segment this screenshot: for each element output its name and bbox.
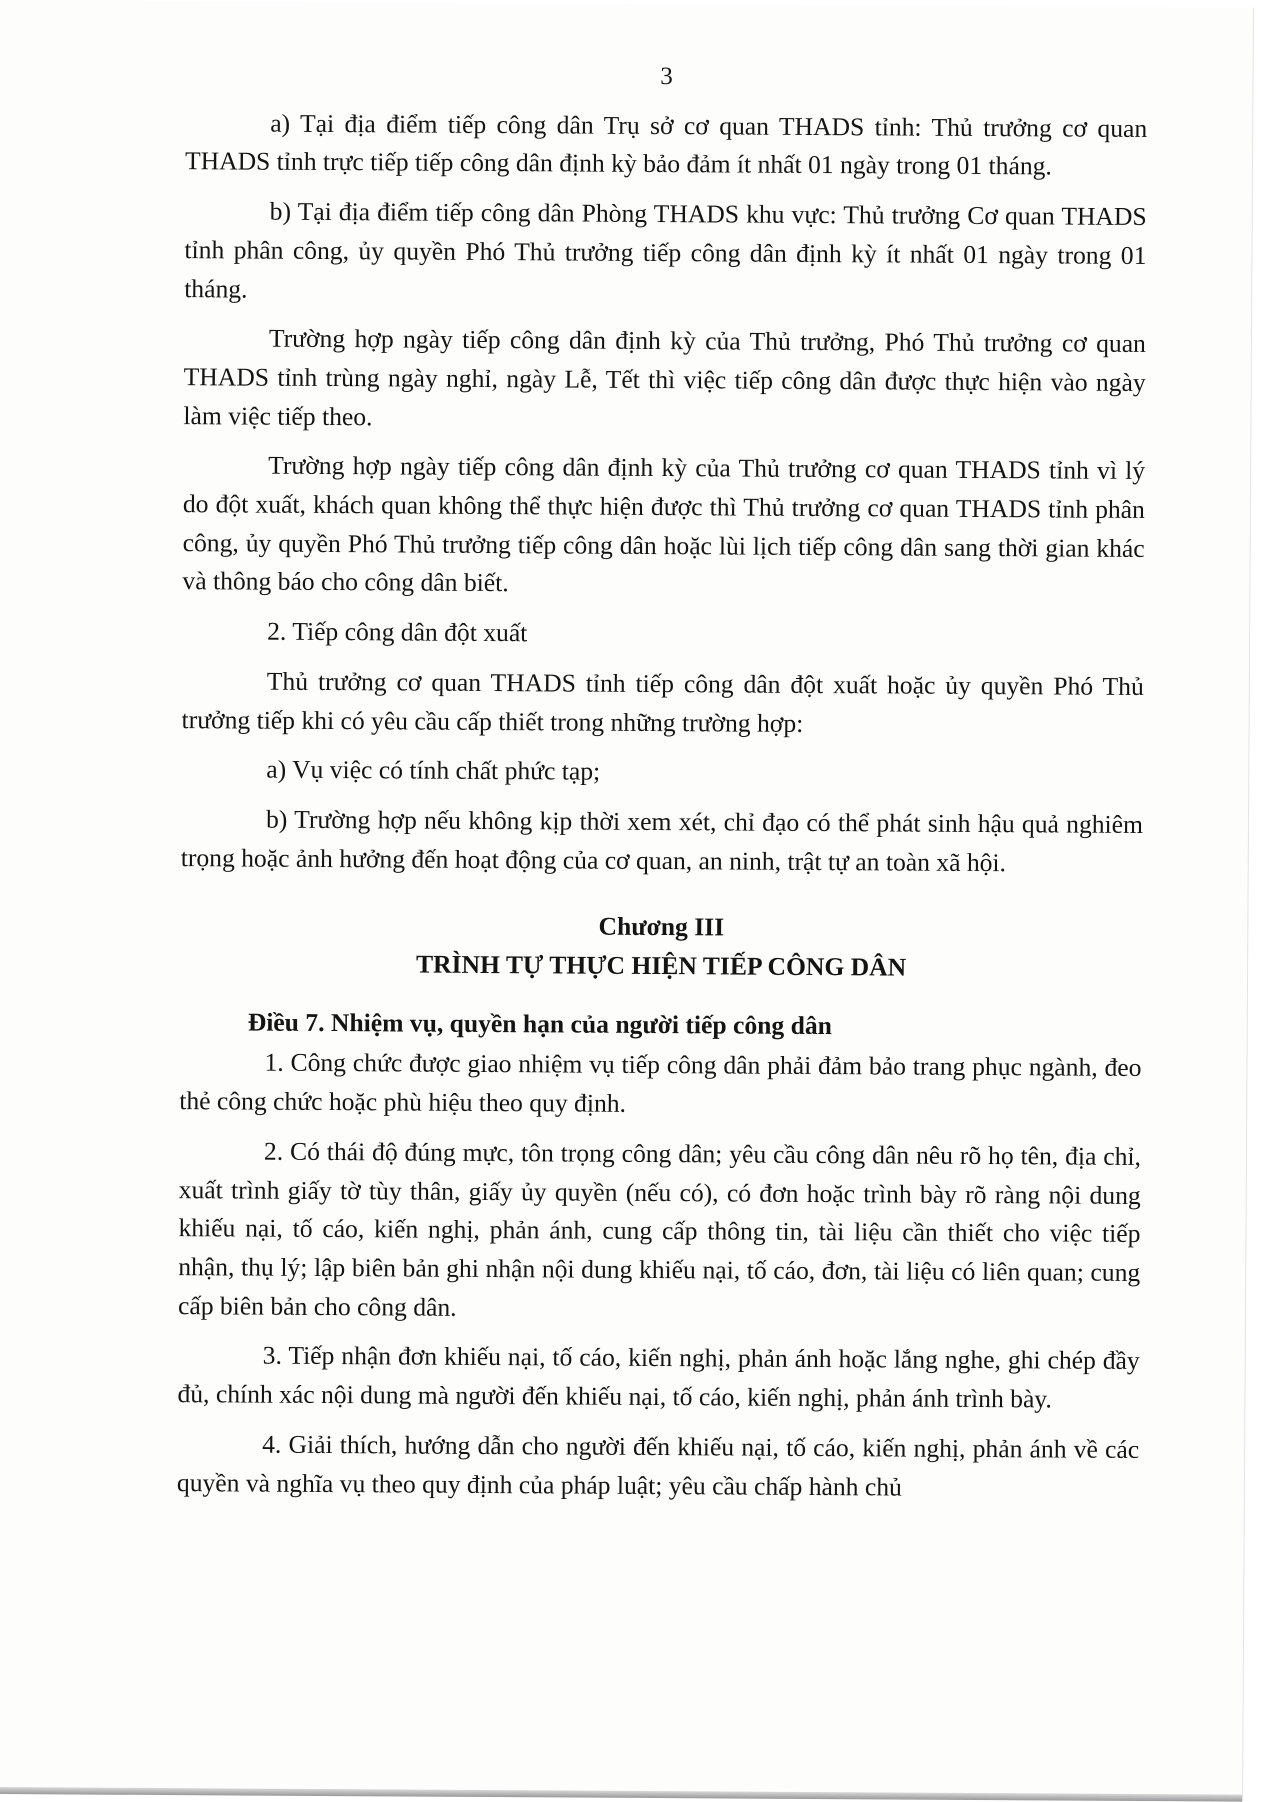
page-content [177, 55, 1148, 1508]
paragraph-reception-holiday-rule: Trường hợp ngày tiếp công dân định kỳ của Thủ trưởng, Phó Thủ trưởng cơ quan THADS tỉnh trùng ngày nghỉ, ngày Lễ, Tết thì việc tiếp công dân được thực hiện vào ngày làm việc tiếp theo. [183, 323, 1147, 431]
page-number: 3 [660, 63, 673, 91]
paragraph-reception-unexpected-reason: Trường hợp ngày tiếp công dân định kỳ của Thủ trưởng cơ quan THADS tỉnh vì lý do đột xuất, khách quan không thể thực hiện được thì Thủ trưởng cơ quan THADS tỉnh phân công, ủy quyền Phó Thủ trưởng tiếp công dân hoặc lùi lịch tiếp công dân sang thời gian khác và thông báo cho công dân biết. [182, 450, 1146, 598]
list-item-serious-consequence: b) Trường hợp nếu không kịp thời xem xét, chỉ đạo có thể phát sinh hậu quả nghiêm trọng hoặc ảnh hưởng đến hoạt động của cơ quan, an ninh, trật tự an toàn xã hội. [180, 804, 1144, 877]
chapter-title: TRÌNH TỰ THỰC HIỆN TIẾP CÔNG DÂN [415, 949, 907, 982]
article-item-explain-and-guide: 4. Giải thích, hướng dẫn cho người đến khiếu nại, tố cáo, kiến nghị, phản ánh về các quyền và nghĩa vụ theo quy định của pháp luật; yêu cầu chấp hành chủ [176, 1429, 1140, 1502]
article-item-uniform: 1. Công chức được giao nhiệm vụ tiếp công dân phải đảm bảo trang phục ngành, đeo thẻ công chức hoặc phù hiệu theo quy định. [179, 1048, 1142, 1119]
paragraph-unscheduled-reception: Thủ trưởng cơ quan THADS tỉnh tiếp công dân đột xuất hoặc ủy quyền Phó Thủ trưởng tiếp khi có yêu cầu cấp thiết trong những trường hợp: [181, 666, 1144, 738]
article-item-respect-and-record: 2. Có thái độ đúng mực, tôn trọng công dân; yêu cầu công dân nêu rõ họ tên, địa chỉ, xuất trình giấy tờ tùy thân, giấy ủy quyền (nếu có), có đơn hoặc trình bày rõ ràng nội dung khiếu nại, tố cáo, kiến nghị, phản ánh, cung cấp thông tin, tài liệu cần thiết cho việc tiếp nhận, thụ lý; lập biên bản ghi nhận nội dung khiếu nại, tố cáo, đơn, tài liệu có liên quan; cung cấp biên bản cho công dân. [177, 1136, 1142, 1322]
article-item-receive-and-note: 3. Tiếp nhận đơn khiếu nại, tố cáo, kiến nghị, phản ánh hoặc lắng nghe, ghi chép đầy đủ, chính xác nội dung mà người đến khiếu nại, tố cáo, kiến nghị, phản ánh trình bày. [177, 1341, 1140, 1414]
article-title: Điều 7. Nhiệm vụ, quyền hạn của người tiếp công dân [247, 1007, 833, 1040]
heading-unscheduled-reception: 2. Tiếp công dân đột xuất [267, 616, 528, 648]
paragraph-regular-reception-headquarters: a) Tại địa điểm tiếp công dân Trụ sở cơ quan THADS tỉnh: Thủ trưởng cơ quan THADS tỉnh trực tiếp tiếp công dân định kỳ bảo đảm ít nhất 01 ngày trong 01 tháng. [184, 108, 1148, 181]
chapter-number: Chương III [598, 912, 725, 942]
list-item-complex-case: a) Vụ việc có tính chất phức tạp; [266, 754, 601, 786]
scan-bottom-edge [0, 1787, 1242, 1802]
paragraph-regular-reception-regional-office: b) Tại địa điểm tiếp công dân Phòng THADS khu vực: Thủ trưởng Cơ quan THADS tỉnh phân công, ủy quyền Phó Thủ trưởng tiếp công dân định kỳ ít nhất 01 ngày trong 01 tháng. [184, 196, 1147, 304]
